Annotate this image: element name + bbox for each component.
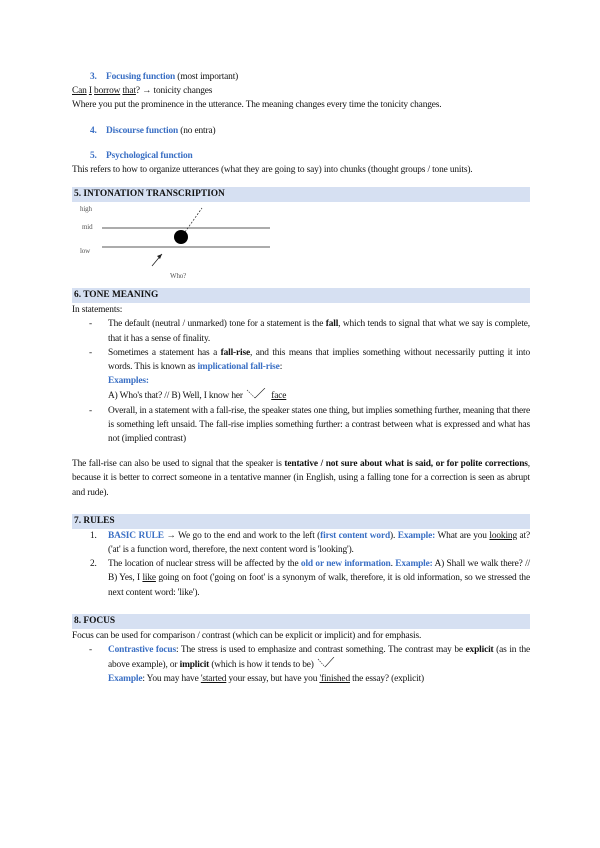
tone-item1-text: The default (neutral / unmarked) tone for a statement is the: [108, 319, 326, 330]
rule-2-example-start: A) Shall we walk there? // B) Yes, I: [108, 559, 530, 584]
tone-item3-text: Overall, in a statement with a fall-rise, the speaker states one thing, but implies something further, meaning that there is something left unsaid. The fall-rise implies something further: a contrast between what is expressed and what has not (implied contrast): [108, 405, 530, 445]
examples-label: Examples:: [108, 376, 149, 387]
tone-item1-fall: fall: [325, 319, 339, 330]
rule-1-example-start: What are you: [435, 530, 490, 541]
contrastive-explicit: explicit: [465, 645, 494, 656]
contrastive-example-label: Example: [108, 674, 143, 685]
diagram-label-who: Who?: [170, 272, 187, 281]
contrastive-text-e: (which is how it tends to be): [209, 660, 314, 671]
contrastive-focus-label: Contrastive focus: [108, 645, 176, 656]
tone-item2-fallrise: fall-rise: [220, 347, 250, 358]
rule-1-text: → We go to the end and work to the left (: [163, 530, 321, 541]
contrastive-started: 'started: [200, 674, 227, 685]
example-word-can: Can: [72, 86, 87, 97]
rule-2-like: like: [142, 573, 156, 584]
focusing-heading: [72, 70, 530, 84]
rule-1-close: ).: [390, 530, 398, 541]
rule-2-number: 2.: [90, 559, 97, 570]
fall-rise-icon: [245, 388, 269, 400]
psychological-heading: [72, 149, 530, 163]
tone-item2-text: Sometimes a statement has a: [108, 347, 221, 358]
rule-2-period: .: [390, 559, 396, 570]
example-word-i: I: [88, 86, 92, 97]
diagram-label-mid: mid: [82, 223, 93, 232]
rule-1-looking: looking: [489, 530, 517, 541]
nucleus-dot: [174, 230, 188, 244]
rule-2-text: The location of nuclear stress will be affected by the: [108, 559, 301, 570]
para-text-a: The fall-rise can also be used to signal that the speaker is: [72, 459, 285, 470]
focusing-note: (most important): [175, 72, 239, 82]
tone-meaning-intro: In statements:: [72, 305, 123, 316]
discourse-heading: [72, 124, 530, 138]
contrastive-example: [108, 672, 530, 686]
discourse-title: Discourse function: [106, 125, 179, 136]
focus-intro: Focus can be used for comparison / contrast (which can be explicit or implicit) and for emphasis.: [72, 630, 422, 641]
discourse-note: (no entra): [178, 125, 216, 136]
example-a-text: A) Who's that? // B) Well, I know her: [108, 391, 243, 402]
tone-item-overall: - Overall, in a statement with a fall-rise, the speaker states one thing, but implies something further, meaning that there is something left unsaid. The fall-rise implies something further: a contrast between what is expressed and what has not (implied contrast): [72, 404, 530, 447]
contrastive-finished: 'finished: [319, 674, 350, 685]
fall-rise-paragraph: [72, 457, 530, 500]
intonation-diagram: [72, 202, 530, 294]
pointer-arrowhead: [157, 254, 162, 259]
psychological-description: This refers to how to organize utterances (what they are going to say) into chunks (thought groups / tone units).: [72, 165, 473, 176]
section-rules: 7. RULES: [72, 514, 530, 529]
examples-line: [108, 388, 530, 403]
contrastive-example-a: : You may have: [142, 674, 201, 685]
discourse-number: 4.: [90, 125, 97, 136]
diagram-label-high: high: [80, 205, 92, 214]
intonation-contour-svg: [92, 206, 312, 286]
section-tone-meaning: 6. TONE MEANING: [72, 288, 530, 303]
rule-2-example-rest: going on foot ('going on foot' is a synonym of walk, therefore, it is old information, so we stressed the next content word: 'like').: [108, 573, 530, 598]
diagram-label-low: low: [80, 247, 91, 256]
document-page: [72, 70, 530, 687]
para-text-c: , because it is better to correct someone in a tentative manner (in English, using a falling tone for a correction is seen as abrupt and rude).: [72, 459, 530, 498]
contrastive-example-c: your essay, but have you: [226, 674, 320, 685]
para-bold: tentative / not sure about what is said, or for polite corrections: [284, 459, 528, 470]
contrastive-implicit: implicit: [179, 660, 210, 671]
example-word-borrow: borrow: [94, 86, 121, 97]
rule-2-old-new: old or new information: [300, 559, 391, 570]
psychological-title: Psychological function: [106, 150, 193, 161]
rule-1-number: 1.: [90, 530, 97, 541]
example-face-word: face: [271, 391, 287, 402]
contrastive-text-c: (as in the above example), or: [108, 645, 530, 671]
focusing-description: Where you put the prominence in the utterance. The meaning changes every time the tonicity changes.: [72, 100, 442, 111]
fall-rise-icon: [316, 657, 338, 669]
focusing-title: Focusing function: [106, 72, 176, 82]
tone-item2-implicational: implicational fall-rise: [197, 362, 280, 373]
tone-item2-colon: :: [279, 362, 283, 373]
contrastive-example-e: the essay? (explicit): [349, 674, 424, 685]
rule-1-example-label: Example:: [397, 530, 436, 541]
example-tail: ? → tonicity changes: [135, 86, 213, 97]
tone-item-default: - The default (neutral / unmarked) tone for a statement is the fall, which tends to signal that what we say is complete, that it has a sense of finality.: [89, 319, 531, 344]
tone-item-fall-rise: - Sometimes a statement has a fall-rise, and this means that implies something without necessarily putting it into words. This is known as implicational fall-rise: Examples: A) Who's that? // B) Well, I know her face: [72, 346, 530, 404]
rule-1-example-rest: at? ('at' is a function word, therefore, the next content word is 'looking').: [108, 530, 531, 556]
tone-item1-rest: , which tends to signal that what we say is complete, that it has a sense of finality.: [108, 319, 531, 344]
focusing-number: 3.: [90, 72, 97, 82]
focusing-example: [72, 84, 530, 98]
psychological-number: 5.: [90, 150, 97, 161]
rule-1-first-content-word: first content word: [320, 530, 391, 541]
rule-1: [72, 529, 530, 557]
section-focus: 8. FOCUS: [72, 614, 530, 629]
rule-2-example-label: Example:: [395, 559, 433, 570]
example-word-that: that: [122, 86, 136, 97]
tone-item2-mid: , and this means that implies something without necessarily putting it into words. This is known as: [108, 347, 530, 373]
contrastive-text-a: : The stress is used to emphasize and contrast something. The contrast may be: [175, 645, 466, 656]
focus-item-contrastive: - Contrastive focus: The stress is used to emphasize and contrast something. The contrast may be explicit (as in the above example), or implicit (which is how it tends to be) Example: You may have 'started your essay, but have you 'finished the essay? (explicit): [72, 643, 530, 687]
section-intonation-transcription: 5. INTONATION TRANSCRIPTION: [72, 187, 530, 202]
rule-2: [72, 557, 530, 600]
rule-1-basic-rule: BASIC RULE: [108, 530, 164, 541]
